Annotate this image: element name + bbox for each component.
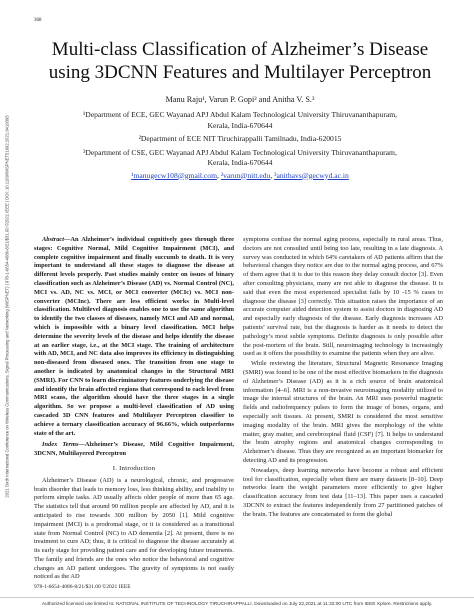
abstract-lead: Abstract—	[42, 236, 71, 243]
body-paragraph: symptoms confuse the normal aging process, especially in rural areas. Thus, doctors are not consulted until being too late, resulting in a late diagnosis. A survey was conducted in which 64% caretakers of AD patients affirm that the behavioral changes they notice are due to the normal aging process, and 67% of them agree that it is due to this reason they delay consult doctor [3]. Even after consulting physicians, many are not able to diagnose the disease. It is said that even the most experienced specialist fails by 10 -15 % cases to diagnose the disease [3] correctly. This situation raises the importance of an accurate computer aided detection system to assist doctors in diagnosing AD and especially early diagnosis of the disease. Early diagnosis increases AD patients’ survival rate, but the diagnosis is harder as it needs to detect the pathology’s most subtle symptoms. Definite diagnosis is only possible after the post-mortem of the brain. Still, neuroimaging technology is increasingly used as it offers the possibility to examine the patients when they are alive.	[243, 236, 443, 358]
index-terms	[34, 441, 234, 459]
index-terms-lead: Index Terms—	[42, 441, 85, 449]
email-link[interactable]: ¹manugecw108@gmail.com	[131, 170, 218, 180]
page-number: 368	[34, 18, 42, 23]
left-column	[34, 236, 234, 583]
affiliations	[40, 110, 440, 169]
paper-title: Multi-class Classification of Alzheimer’s Disease using 3DCNN Features and Multilayer Perceptron	[48, 39, 432, 83]
email-link[interactable]: ²varun@nitt.edu	[220, 170, 271, 180]
email-link[interactable]: ³anithavs@gecwyd.ac.in	[274, 170, 349, 180]
conference-doi-strip	[2, 0, 12, 613]
right-column	[243, 236, 443, 521]
title-block	[40, 38, 440, 180]
body-paragraph: While reviewing the literature, Structural Magnetic Resonance Imaging (SMRI) was found to be one of the most effective biomarkers in the diagnosis of Alzheimer’s Disease (AD) as it is a rich source of brain anatomical information [4–6]. MRI is a non-invasive neuroimaging modality utilized to image the internal structures of the brain. An MRI uses powerful magnetic fields and radiofrequency pulses to form the image of bones, organs, and especially soft tissues. At present, SMRI is considered the most sensitive imaging modality of the brain. MRI gives the morphology of the white matter, gray matter, and cerebrospinal fluid (CSF) [7]. It helps to understand the brain atrophy regions and anatomical changes corresponding to Alzheimer’s disease. Thus they are recognized as an important biomarker for detecting AD and its progression.	[243, 360, 443, 464]
affiliation-line: Kerala, India-670644	[207, 158, 273, 167]
conference-doi-text: 2021 Sixth International Conference on Wireless Communications, Signal Processing and Networking (WiSPNET) | 978-1-6654-4086-8/21/$31.00 ©2021 IEEE | DOI: 10.1109/WISPNET51692.2021.9419393	[4, 115, 10, 498]
section-heading: I. Introduction	[112, 464, 156, 472]
license-footer: Authorized licensed use limited to: NATIONAL INSTITUTE OF TECHNOLOGY TIRUCHIRAPPALLI. Downloaded on July 22,2021 at 11:32:00 UTC from IEEE Xplore. Restrictions apply.	[0, 597, 474, 613]
affiliation-line: ³Department of CSE, GEC Wayanad APJ Abdul Kalam Technological University Thiruvananthapuram,	[83, 147, 397, 157]
index-terms-text: Alzheimer’s Disease, Mild Cognitive Impairment, 3DCNN, Multilayered Perceptron	[34, 441, 234, 458]
abstract-text: An Alzheimer’s individual cognitively goes through three stages: Cognitive Normal, Mild Cognitive Impairment (MCI), and complete cognitive impairment and finally succumb to death. It is very important to understand all these stages to diagnose the disease at different levels properly. Past studies mainly center on issues of binary classification such as Alzheimer’s Disease (AD) vs. Normal Control (NC), MCI vs. AD, NC vs. MCI, or MCI converter (MCIc) vs. MCI non-converter (MCInc). There are less efficient works in Multi-level classification. Multilevel diagnosis enables one to use the same algorithm to identify the two classes of diseases, namely MCI and AD and normal, which is impossible with a binary level classification. MCI helps determine the severity levels of the disease and helps identify the disease at an earlier stage, i.e., at the MCI stage. The training of architecture with AD, MCI, and NC data also improves its efficiency in distinguishing non-diseased from diseased ones. The transition from one stage to another is indicated by anatomical changes in the Structural MRI (SMRI). For CNN to learn discriminatory features underlying the disease and identify the brain affected regions that correspond to each level from MRI scans, the algorithm should have the three stages in a single algorithm. So we propose a multi-level classification of AD using cascaded 3D CNN features and Multilayer Perceptron classifier to achieve a ternary classification accuracy of 96.66%, which outperforms state of the art.	[34, 236, 234, 437]
body-paragraph: Alzheimer’s Disease (AD) is a neurological, chronic, and progressive brain disorder that leads to memory loss, less thinking ability, and inability to perform simple tasks. AD usually affects older people of more than 65 age. The statistics tell that around 90 million people are affected by AD, and it is anticipated to rise towards 300 million by 2050 [1]. Mild cognitive impairment (MCI) is a prodromal stage, or it is considered as a transitional state from Normal Control (NC) to AD dementia [2]. At present, there is no treatment to cure AD; thus, it is critical to diagnose the disease accurately at its early stage for providing patient care and for developing future treatments. The family and friends are the ones who notice the behavioral and cognitive changes an AD patient undergoes. The gravity of symptoms is not easily noticed as the AD	[34, 476, 234, 581]
body-paragraph: Nowadays, deep learning networks have become a robust and efficient tool for classification, especially when there are many datasets [8–10]. Deep networks learn the weight parameters more efficiently to give higher classification accuracy from test data [11–13]. This paper uses a cascaded 3DCNN to extract the features independently from 27 partitioned patches of the brain. The features are concatenated to form the global	[243, 466, 443, 518]
affiliation-line: ¹Department of ECE, GEC Wayanad APJ Abdul Kalam Technological University Thiruvananthapuram,	[82, 110, 398, 119]
affiliation-line: ²Department of ECE NIT Tiruchirappalli Tamilnadu, India-620015	[138, 134, 342, 143]
copyright-footer: 978-1-6654-4086-8/21/$31.00 ©2021 IEEE	[34, 584, 131, 590]
affiliation-line: Kerala, India-670644	[207, 120, 273, 130]
author-list: Manu Raju¹, Varun P. Gopi² and Anitha V. S.³	[165, 95, 315, 104]
abstract	[34, 236, 234, 438]
email-list: ¹manugecw108@gmail.com, ²varun@nitt.edu, ³anithavs@gecwyd.ac.in	[131, 170, 349, 180]
